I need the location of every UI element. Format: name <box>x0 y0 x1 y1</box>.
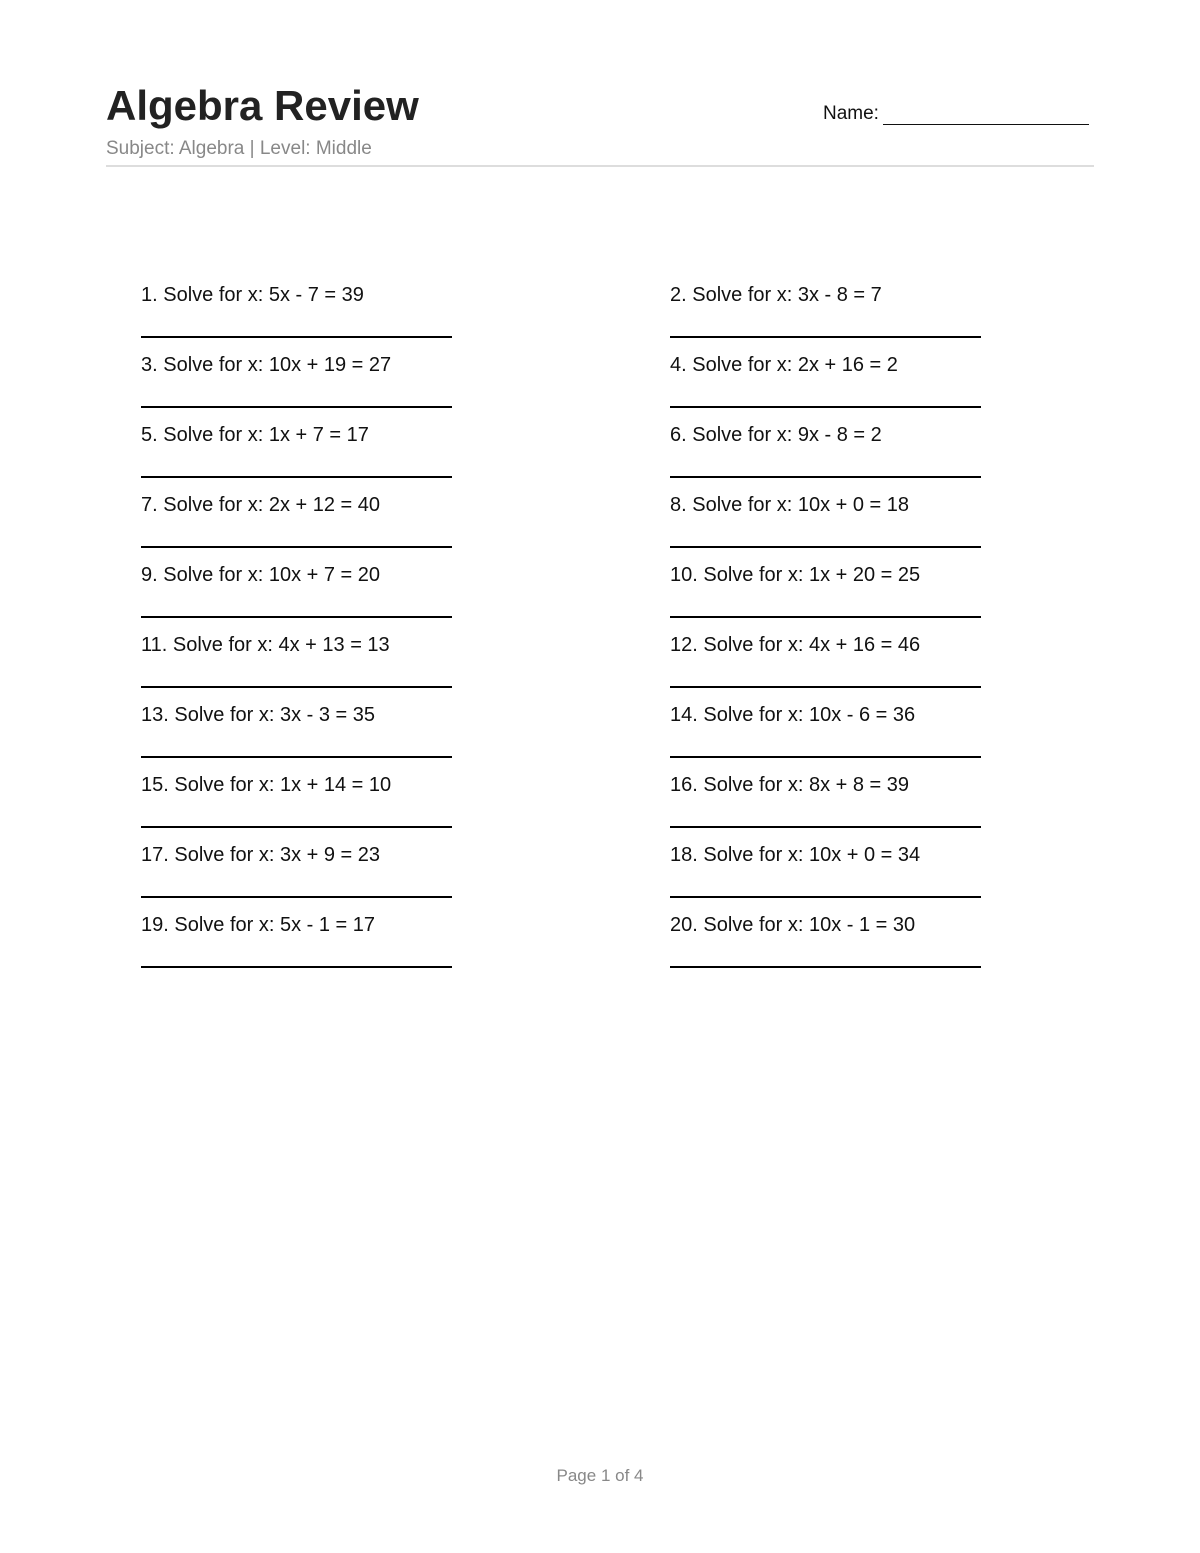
question-item <box>141 688 452 758</box>
question-text: 20. Solve for x: 10x - 1 = 30 <box>670 914 916 936</box>
question-item <box>141 898 452 968</box>
question-item <box>670 478 981 548</box>
page-number: Page 1 of 4 <box>556 1466 644 1485</box>
question-item <box>670 828 981 898</box>
name-field <box>823 103 1089 125</box>
question-text: 9. Solve for x: 10x + 7 = 20 <box>141 564 381 586</box>
question-text: 7. Solve for x: 2x + 12 = 40 <box>141 494 381 516</box>
question-text: 4. Solve for x: 2x + 16 = 2 <box>670 354 898 376</box>
question-item <box>670 758 981 828</box>
question-text: 11. Solve for x: 4x + 13 = 13 <box>141 634 390 656</box>
question-item <box>141 548 452 618</box>
page-subtitle: Subject: Algebra | Level: Middle <box>106 138 372 159</box>
question-text: 8. Solve for x: 10x + 0 = 18 <box>670 494 910 516</box>
answer-line[interactable] <box>670 966 981 968</box>
question-text: 13. Solve for x: 3x - 3 = 35 <box>141 704 376 726</box>
question-text: 14. Solve for x: 10x - 6 = 36 <box>670 704 916 726</box>
question-text: 3. Solve for x: 10x + 19 = 27 <box>141 354 392 376</box>
question-item <box>670 618 981 688</box>
question-text: 18. Solve for x: 10x + 0 = 34 <box>670 844 921 866</box>
question-item <box>670 408 981 478</box>
question-item <box>141 268 452 338</box>
question-item <box>670 268 981 338</box>
question-item <box>141 618 452 688</box>
question-text: 15. Solve for x: 1x + 14 = 10 <box>141 774 392 796</box>
question-text: 2. Solve for x: 3x - 8 = 7 <box>670 284 882 306</box>
question-item <box>141 828 452 898</box>
question-item <box>141 758 452 828</box>
question-text: 12. Solve for x: 4x + 16 = 46 <box>670 634 921 656</box>
page-title: Algebra Review <box>106 82 419 129</box>
header-divider <box>106 165 1094 167</box>
question-item <box>670 338 981 408</box>
question-item <box>670 688 981 758</box>
question-item <box>670 898 981 968</box>
question-text: 6. Solve for x: 9x - 8 = 2 <box>670 424 882 446</box>
question-text: 5. Solve for x: 1x + 7 = 17 <box>141 424 369 446</box>
question-text: 1. Solve for x: 5x - 7 = 39 <box>141 284 364 306</box>
answer-line[interactable] <box>141 966 452 968</box>
question-text: 17. Solve for x: 3x + 9 = 23 <box>141 844 381 866</box>
question-grid <box>141 268 981 968</box>
name-input-line[interactable] <box>883 106 1089 125</box>
question-item <box>141 338 452 408</box>
question-item <box>141 478 452 548</box>
name-label: Name: <box>823 103 879 124</box>
question-text: 16. Solve for x: 8x + 8 = 39 <box>670 774 910 796</box>
question-item <box>141 408 452 478</box>
question-text: 10. Solve for x: 1x + 20 = 25 <box>670 564 921 586</box>
question-text: 19. Solve for x: 5x - 1 = 17 <box>141 914 376 936</box>
question-item <box>670 548 981 618</box>
